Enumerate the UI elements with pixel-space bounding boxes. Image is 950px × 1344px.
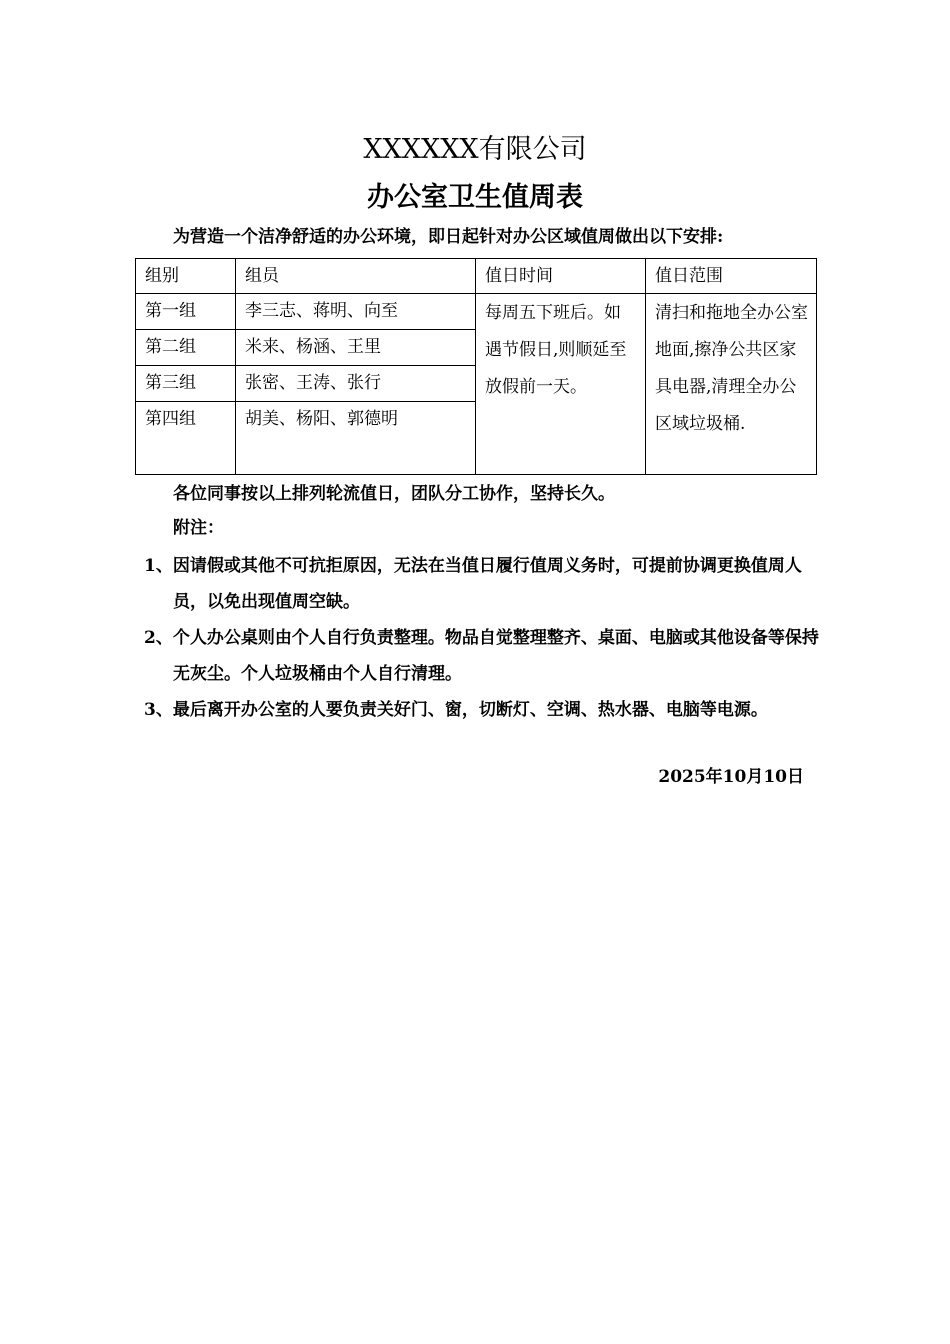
duty-table: [135, 258, 817, 475]
group-cell: 第三组: [136, 366, 236, 402]
notes-list: [144, 548, 824, 728]
group-cell: 第一组: [136, 294, 236, 330]
header-members: 组员: [236, 259, 476, 294]
note-item: 3、最后离开办公室的人要负责关好门、窗，切断灯、空调、热水器、电脑等电源。: [144, 700, 768, 720]
note-item: 2、个人办公桌则由个人自行负责整理。物品自觉整理整齐、桌面、电脑或其他设备等保持无灰尘。个人垃圾桶由个人自行清理。: [144, 628, 819, 684]
closing-paragraph: 各位同事按以上排列轮流值日，团队分工协作，坚持长久。: [173, 484, 615, 504]
duty-time-cell: 每周五下班后。如遇节假日,则顺延至放假前一天。: [476, 294, 646, 475]
group-cell: 第四组: [136, 402, 236, 475]
members-cell: 米来、杨涵、王里: [236, 330, 476, 366]
company-name: XXXXXX有限公司: [363, 134, 587, 165]
note-item: 1、因请假或其他不可抗拒原因，无法在当值日履行值周义务时，可提前协调更换值周人员，以免出现值周空缺。: [144, 556, 802, 612]
table-header-row: [136, 259, 817, 294]
intro-paragraph: 为营造一个洁净舒适的办公环境，即日起针对办公区域值周做出以下安排:: [173, 227, 724, 247]
members-cell: 李三志、蒋明、向至: [236, 294, 476, 330]
notes-title: 附注：: [173, 518, 224, 538]
members-cell: 胡美、杨阳、郭德明: [236, 402, 476, 475]
page-title: 办公室卫生值周表: [367, 182, 583, 213]
header-group: 组别: [136, 259, 236, 294]
table-row: [136, 294, 817, 330]
members-cell: 张密、王涛、张行: [236, 366, 476, 402]
group-cell: 第二组: [136, 330, 236, 366]
document-date: 2025年10月10日: [658, 767, 804, 787]
duty-scope-cell: 清扫和拖地全办公室地面,擦净公共区家具电器,清理全办公区域垃圾桶.: [646, 294, 817, 475]
header-duty-time: 值日时间: [476, 259, 646, 294]
header-duty-scope: 值日范围: [646, 259, 817, 294]
